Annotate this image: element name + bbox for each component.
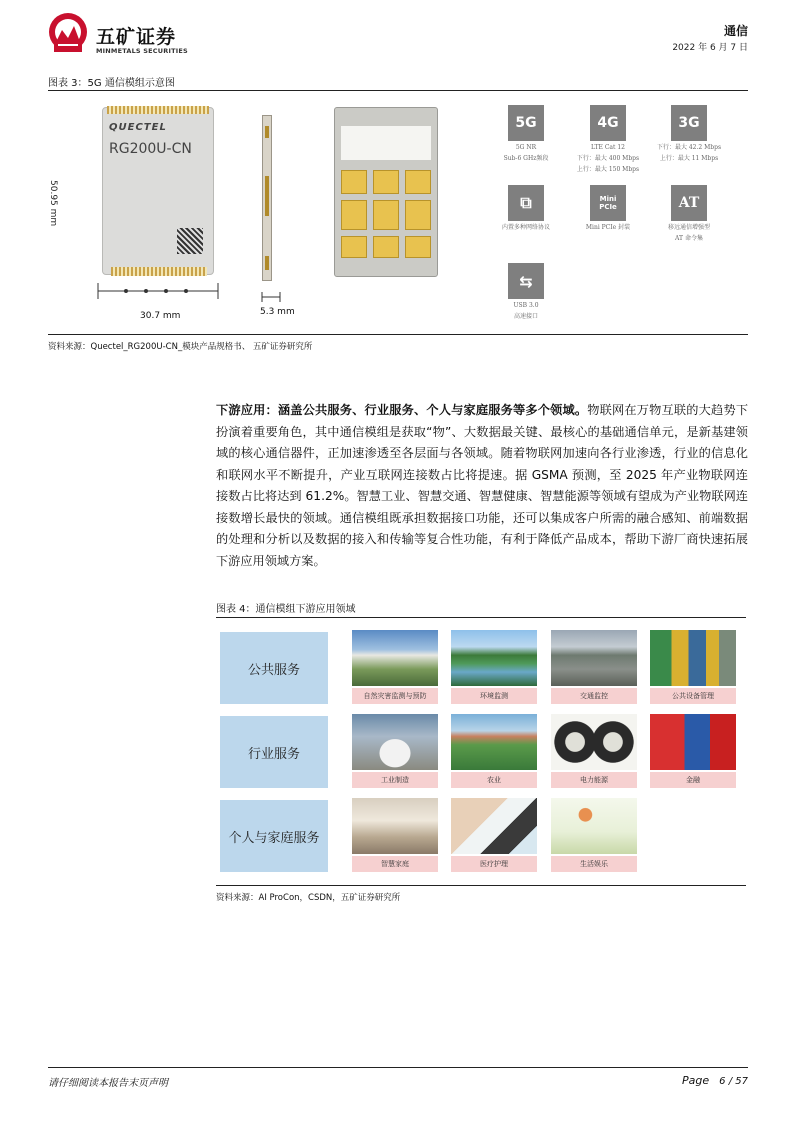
module-front-view bbox=[102, 107, 214, 275]
app-label: 交通监控 bbox=[551, 688, 637, 704]
figure-4-source: 资料来源：AI ProCon，CSDN，五矿证券研究所 bbox=[216, 893, 401, 903]
app-label: 工业制造 bbox=[352, 772, 438, 788]
gold-pad bbox=[373, 170, 399, 194]
figure-3-bottom-rule bbox=[48, 334, 748, 335]
qr-code-icon bbox=[177, 228, 203, 254]
gold-pad bbox=[373, 200, 399, 230]
report-date: 2022 年 6 月 7 日 bbox=[672, 43, 748, 53]
feature-usb-line: 高速接口 bbox=[513, 313, 538, 320]
app-label: 生活娱乐 bbox=[551, 856, 637, 872]
3g-icon: 3G bbox=[671, 105, 707, 141]
app-tile bbox=[352, 714, 438, 788]
feature-3g-line: 下行：最大 42.2 Mbps bbox=[656, 144, 722, 151]
figure-4-top-rule bbox=[216, 617, 746, 618]
app-label: 环境监测 bbox=[451, 688, 537, 704]
report-sector: 通信 bbox=[723, 24, 748, 38]
figure-4-caption: 图表 4：通信模组下游应用领域 bbox=[216, 604, 356, 615]
feature-at-line: AT 命令集 bbox=[675, 235, 703, 242]
app-tile bbox=[551, 798, 637, 872]
feature-usb-line: USB 3.0 bbox=[513, 302, 539, 309]
feature-3g-line: 上行：最大 11 Mbps bbox=[659, 155, 719, 162]
page-count: 6 / 57 bbox=[719, 1076, 748, 1087]
module-model: RG200U-CN bbox=[109, 141, 192, 157]
gold-pad bbox=[405, 236, 431, 258]
feature-minipcie-line: Mini PCIe 封装 bbox=[585, 224, 631, 231]
gold-pad bbox=[405, 200, 431, 230]
lake-photo bbox=[451, 630, 537, 686]
paragraph-text: 物联网在万物互联的大趋势下扮演着重要角色，其中通信模组是获取“物”、大数据最关键、最核心的基础通信单元，是新基建领域的核心通信器件，正加速渗透至各层面与各领域。随着物联网加速向各行业渗透，行业的信息化和联网水平不断提升，产业互联网连接数占比将提速。据 GSMA 预测，至 2025 年产业物联网连接数占比将达到 61.2%。智慧工业、智慧交通、智慧健康、智慧能源等领域有望成为产业物联网连接数增长最快的领域。通信模组既承担数据接口功能，还可以集成客户所需的融合感知、前端数据的处理和分析以及数据的接入和传输等复合性功能，有利于降低产品成本，帮助下游厂商快速拓展下游应用领域方案。 bbox=[216, 403, 749, 568]
living-room-photo bbox=[352, 798, 438, 854]
footer-rule bbox=[48, 1067, 748, 1068]
gold-pad bbox=[341, 170, 367, 194]
highway-photo bbox=[551, 630, 637, 686]
app-tile bbox=[451, 714, 537, 788]
app-tile bbox=[352, 798, 438, 872]
feature-4g bbox=[563, 105, 653, 174]
runner-photo bbox=[551, 798, 637, 854]
dim-thickness-arrow bbox=[260, 291, 284, 303]
app-tile bbox=[551, 630, 637, 704]
body-paragraph bbox=[216, 400, 748, 572]
app-tile bbox=[650, 714, 736, 788]
module-label-sticker bbox=[341, 126, 431, 160]
dim-width-label: 30.7 mm bbox=[140, 311, 181, 321]
protocol-icon: ⧉ bbox=[508, 185, 544, 221]
medical-device-photo bbox=[451, 798, 537, 854]
dim-thickness-label: 5.3 mm bbox=[260, 307, 295, 317]
gold-pad bbox=[373, 236, 399, 258]
gold-pad bbox=[341, 200, 367, 230]
minmetals-logo-icon bbox=[48, 12, 88, 56]
category-industry-service: 行业服务 bbox=[220, 716, 328, 788]
app-tile bbox=[551, 714, 637, 788]
figure-4-bottom-rule bbox=[216, 885, 746, 886]
feature-4g-line: 上行：最大 150 Mbps bbox=[576, 166, 640, 173]
page-label: Page bbox=[682, 1074, 710, 1087]
figure-4-image bbox=[216, 622, 746, 884]
side-contact bbox=[265, 256, 269, 270]
figure-3-image bbox=[48, 95, 748, 329]
brand-name: 五矿证券 bbox=[96, 26, 177, 48]
figure-3-top-rule bbox=[48, 90, 748, 91]
brand-name-en: MINMETALS SECURITIES bbox=[96, 47, 188, 55]
4g-icon: 4G bbox=[590, 105, 626, 141]
figure-3-source: 资料来源：Quectel_RG200U-CN_模块产品规格书、 五矿证券研究所 bbox=[48, 342, 313, 352]
page-number bbox=[682, 1074, 748, 1087]
factory-photo bbox=[352, 714, 438, 770]
side-contact bbox=[265, 126, 269, 138]
feature-at bbox=[644, 185, 734, 243]
feature-4g-line: 下行：最大 400 Mbps bbox=[576, 155, 640, 162]
app-label: 电力能源 bbox=[551, 772, 637, 788]
category-public-service: 公共服务 bbox=[220, 632, 328, 704]
app-label: 公共设备管理 bbox=[650, 688, 736, 704]
dim-height-label: 50.95 mm bbox=[48, 180, 58, 227]
feature-5g bbox=[481, 105, 571, 163]
paragraph-lead: 下游应用：涵盖公共服务、行业服务、个人与家庭服务等多个领域。 bbox=[216, 403, 588, 417]
app-tile bbox=[650, 630, 736, 704]
at-command-icon: AT bbox=[671, 185, 707, 221]
gold-pins-bottom bbox=[111, 267, 207, 276]
feature-5g-line: Sub-6 GHz频段 bbox=[503, 155, 549, 162]
dam-photo bbox=[352, 630, 438, 686]
bins-photo bbox=[650, 630, 736, 686]
dim-width-arrow bbox=[96, 279, 222, 303]
side-contact bbox=[265, 176, 269, 216]
module-back-view bbox=[334, 107, 438, 277]
module-brand: QUECTEL bbox=[109, 122, 167, 133]
category-personal-home-service: 个人与家庭服务 bbox=[220, 800, 328, 872]
feature-3g bbox=[644, 105, 734, 163]
usb-icon: ⇆ bbox=[508, 263, 544, 299]
app-tile bbox=[352, 630, 438, 704]
feature-at-line: 移远通信增强型 bbox=[667, 224, 710, 231]
5g-icon: 5G bbox=[508, 105, 544, 141]
figure-3-caption: 图表 3：5G 通信模组示意图 bbox=[48, 78, 175, 89]
feature-4g-line: LTE Cat 12 bbox=[591, 144, 625, 151]
app-label: 自然灾害监测与预防 bbox=[352, 688, 438, 704]
mini-pcie-icon: Mini PCIe bbox=[590, 185, 626, 221]
app-label: 农业 bbox=[451, 772, 537, 788]
footer-disclaimer: 请仔细阅读本报告末页声明 bbox=[48, 1078, 168, 1089]
gold-pins-top bbox=[107, 106, 209, 114]
app-tile bbox=[451, 630, 537, 704]
meter-photo bbox=[551, 714, 637, 770]
page-header bbox=[48, 12, 748, 58]
feature-protocol-line: 内置多种网络协议 bbox=[501, 224, 550, 231]
app-tile bbox=[451, 798, 537, 872]
feature-protocol bbox=[481, 185, 571, 232]
app-label: 医疗护理 bbox=[451, 856, 537, 872]
feature-usb bbox=[481, 263, 571, 321]
feature-5g-line: 5G NR bbox=[515, 144, 537, 151]
gold-pad bbox=[405, 170, 431, 194]
pos-photo bbox=[650, 714, 736, 770]
app-label: 智慧家庭 bbox=[352, 856, 438, 872]
gold-pad bbox=[341, 236, 367, 258]
farm-photo bbox=[451, 714, 537, 770]
app-label: 金融 bbox=[650, 772, 736, 788]
feature-minipcie bbox=[563, 185, 653, 232]
module-side-view bbox=[262, 115, 272, 281]
